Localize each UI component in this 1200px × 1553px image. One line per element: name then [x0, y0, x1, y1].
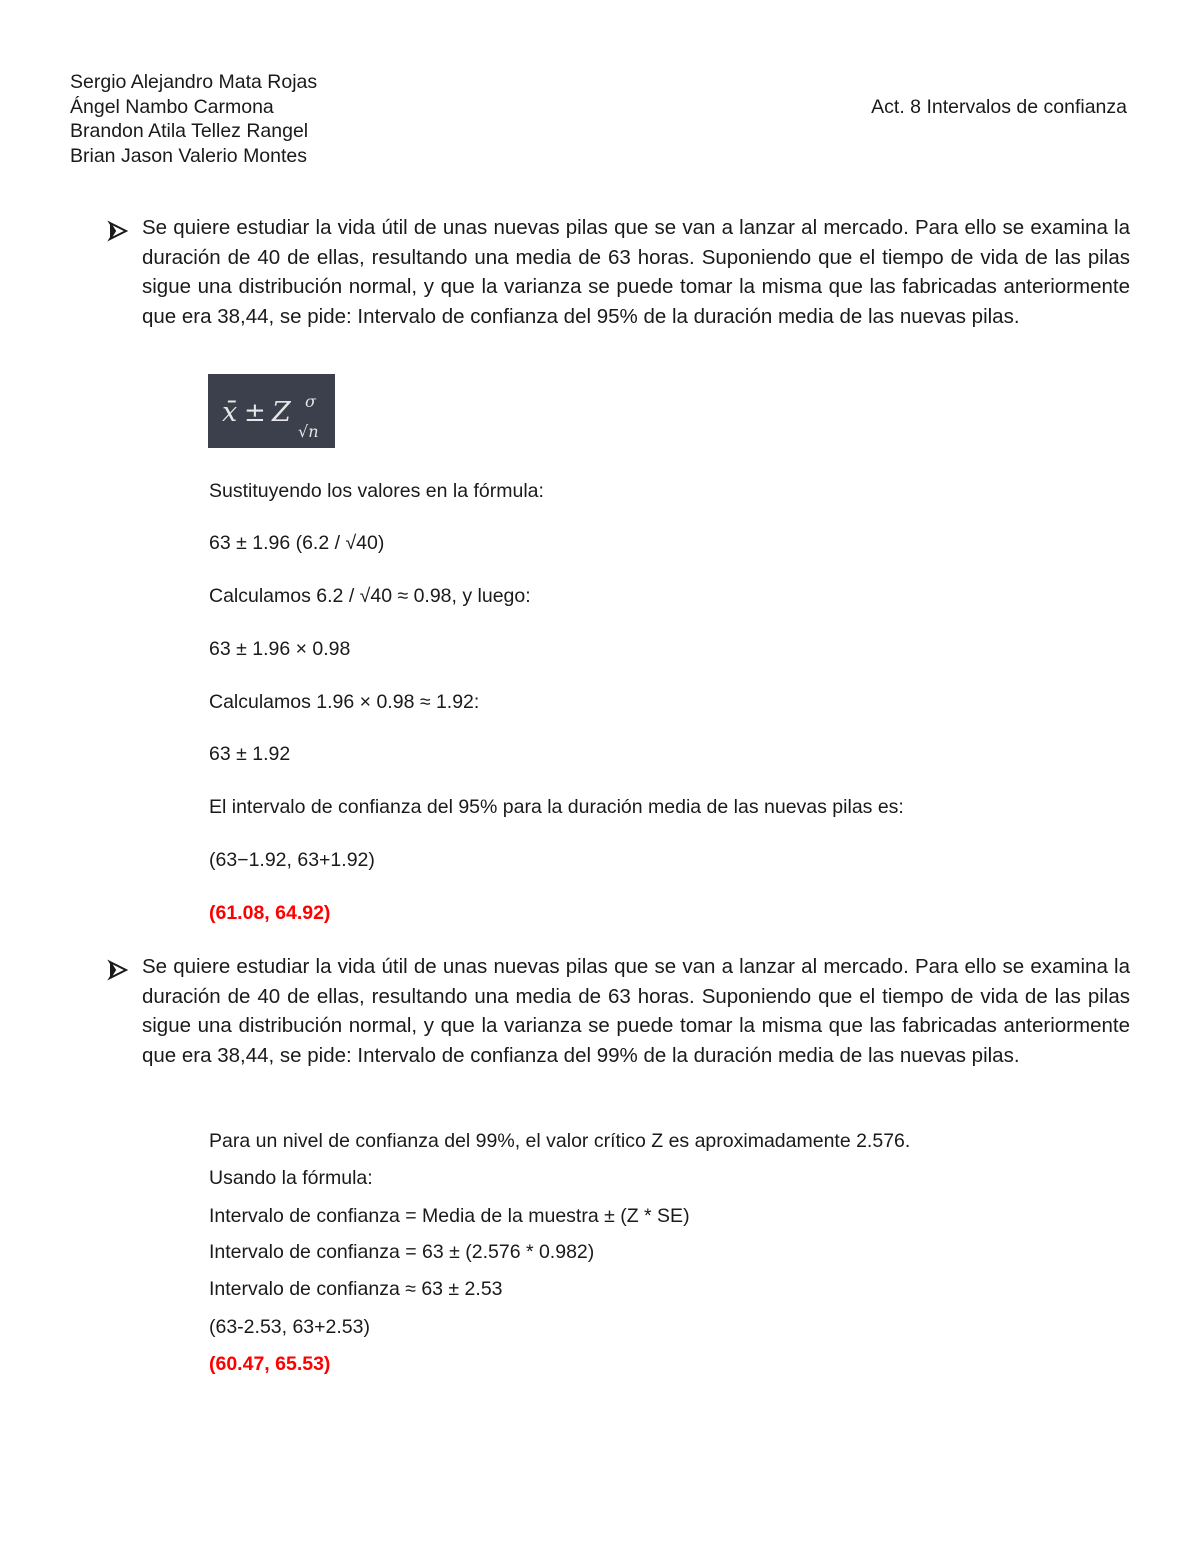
formula-sigma: σ: [305, 392, 316, 411]
solution-step: Calculamos 6.2 / √40 ≈ 0.98, y luego:: [209, 585, 531, 607]
solution-step: El intervalo de confianza del 95% para la duración media de las nuevas pilas es:: [209, 796, 904, 818]
arrowhead-bullet-icon: [107, 220, 129, 242]
activity-title: Act. 8 Intervalos de confianza: [871, 96, 1127, 118]
author-list: [70, 70, 317, 168]
formula-z: Z: [272, 397, 291, 428]
problem-2-statement: Se quiere estudiar la vida útil de unas nuevas pilas que se van a lanzar al mercado. Para ello se examina la duración de 40 de ellas, resultando una media de 63 horas. Suponiendo que el tiempo de vida de las pilas sigue una distribución normal, y que la varianza se puede tomar la misma que las fabricadas anteriormente que era 38,44, se pide: Intervalo de confianza del 99% de la duración media de las nuevas pilas.: [142, 955, 1130, 1067]
solution-step: Intervalo de confianza ≈ 63 ± 2.53: [209, 1278, 503, 1300]
solution-step: 63 ± 1.96 × 0.98: [209, 638, 351, 660]
solution-step: Usando la fórmula:: [209, 1167, 373, 1189]
solution-step: 63 ± 1.96 (6.2 / √40): [209, 532, 385, 554]
solution-step: Intervalo de confianza = 63 ± (2.576 * 0.982): [209, 1241, 595, 1263]
arrowhead-bullet-icon: [107, 959, 129, 981]
formula-image: [208, 374, 335, 448]
solution-step: (63-2.53, 63+2.53): [209, 1316, 370, 1338]
formula-sqrt-n: √n: [298, 422, 319, 441]
author-name: Brandon Atila Tellez Rangel: [70, 120, 309, 142]
problem-1-statement: Se quiere estudiar la vida útil de unas nuevas pilas que se van a lanzar al mercado. Para ello se examina la duración de 40 de ellas, resultando una media de 63 horas. Suponiendo que el tiempo de vida de las pilas sigue una distribución normal, y que la varianza se puede tomar la misma que las fabricadas anteriormente que era 38,44, se pide: Intervalo de confianza del 95% de la duración media de las nuevas pilas.: [142, 216, 1130, 328]
solution-step: Calculamos 1.96 × 0.98 ≈ 1.92:: [209, 691, 480, 713]
author-name: Ángel Nambo Carmona: [70, 95, 274, 118]
solution-step: Sustituyendo los valores en la fórmula:: [209, 480, 544, 502]
author-name: Brian Jason Valerio Montes: [70, 144, 308, 167]
problem-1-answer: (61.08, 64.92): [209, 902, 331, 924]
problem-2-answer: (60.47, 65.53): [209, 1353, 331, 1375]
author-name: Sergio Alejandro Mata Rojas: [70, 71, 318, 93]
solution-step: 63 ± 1.92: [209, 743, 291, 765]
formula-plus-minus: ±: [244, 398, 266, 428]
solution-step: Intervalo de confianza = Media de la muestra ± (Z * SE): [209, 1205, 690, 1227]
formula-mean-symbol: x̄: [222, 397, 238, 428]
solution-step: Para un nivel de confianza del 99%, el valor crítico Z es aproximadamente 2.576.: [209, 1130, 911, 1152]
solution-step: (63−1.92, 63+1.92): [209, 849, 375, 871]
